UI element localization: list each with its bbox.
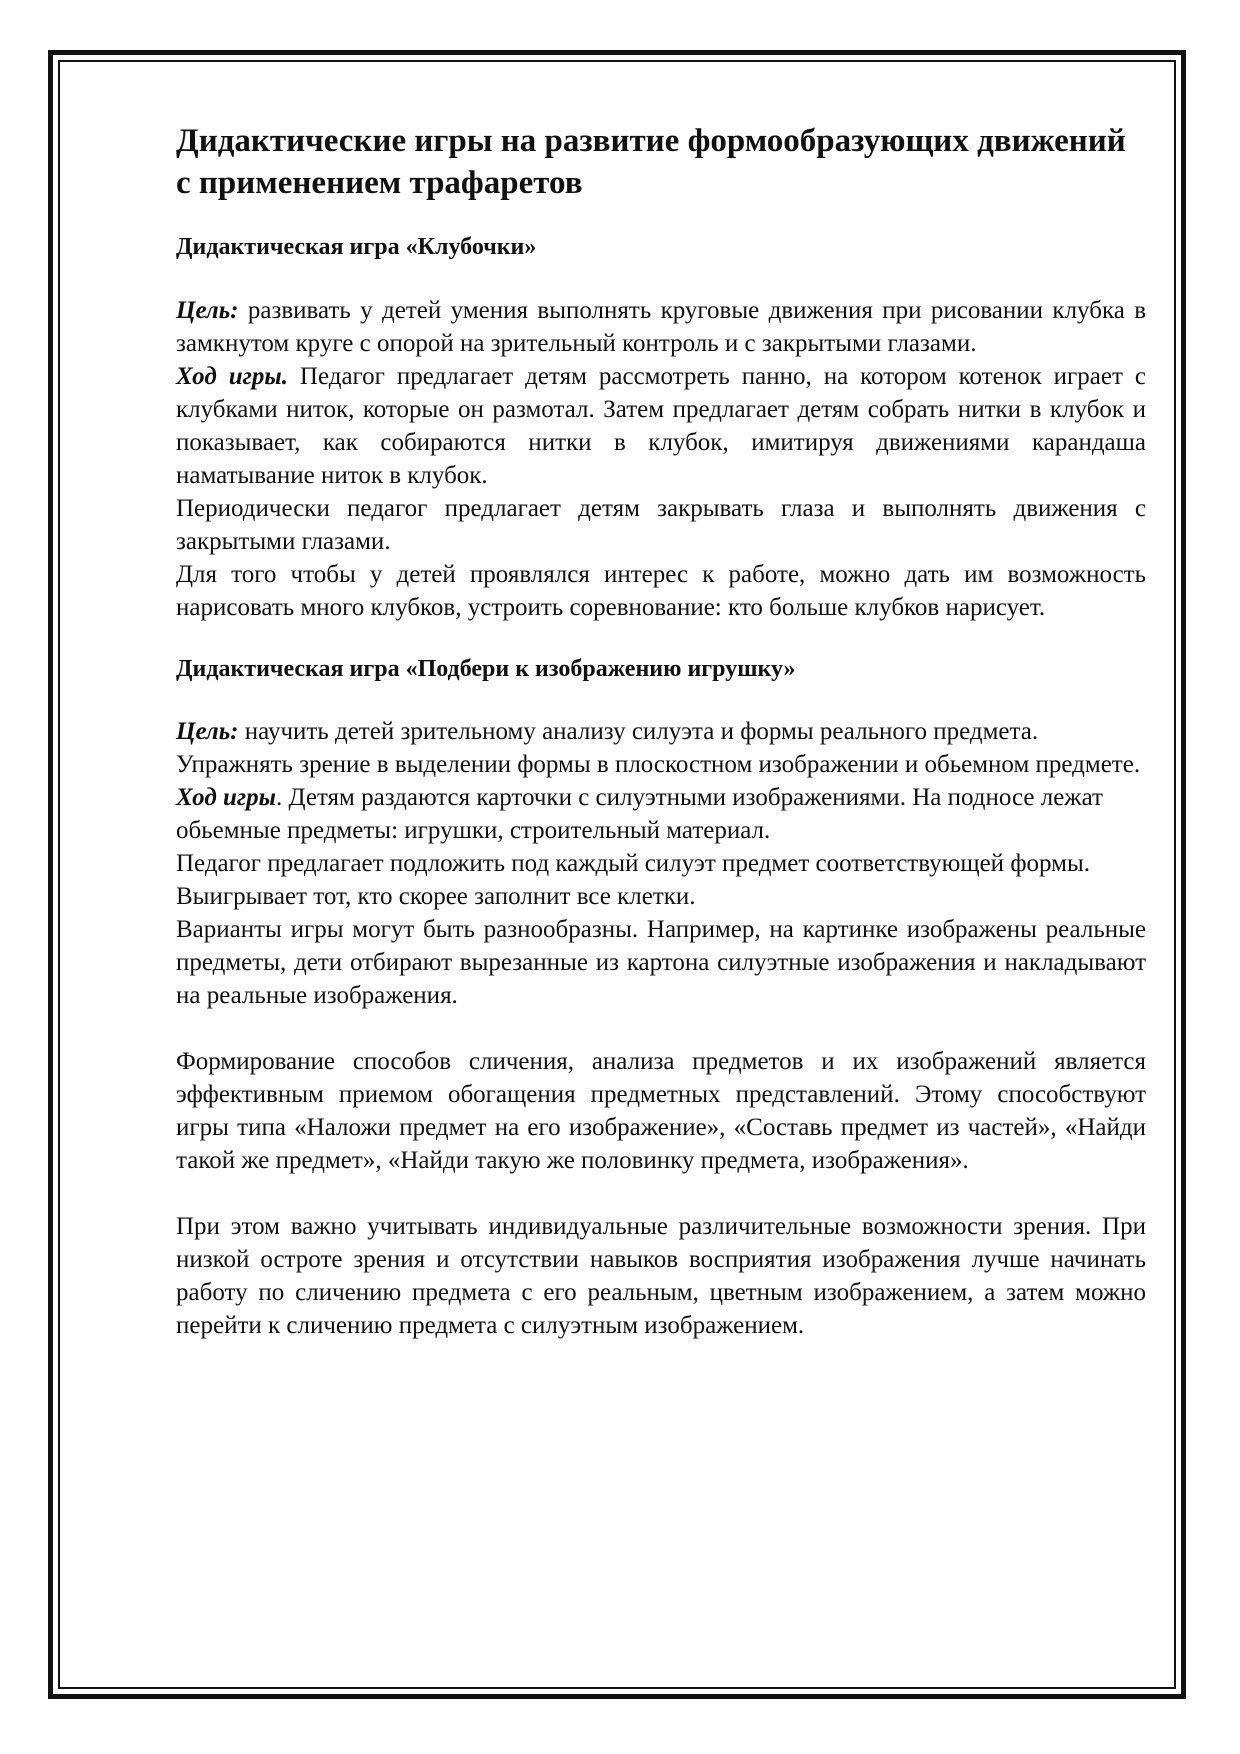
- game1-process-label: Ход игры.: [176, 362, 288, 390]
- game1-paragraph-3: Периодически педагог предлагает детям закрывать глаза и выполнять движения с закрытыми глазами.: [176, 494, 1146, 555]
- game2-paragraph-5: Варианты игры могут быть разнообразны. Например, на картинке изображены реальные предметы, дети отбирают вырезанные из картона силуэтные изображения и накладывают на реальные изображения.: [176, 915, 1146, 1009]
- spacer: [176, 1012, 1146, 1045]
- closing-paragraph-2: При этом важно учитывать индивидуальные различительные возможности зрения. При низкой остроте зрения и отсутствии навыков восприятия изображения лучше начинать работу по сличению предмета с его реальным, цветным изображением, а затем можно перейти к сличению предмета с силуэтным изображением.: [176, 1212, 1146, 1339]
- document-body: [176, 120, 1146, 1342]
- document-title: Дидактические игры на развитие формообразующих движений с применением трафаретов: [176, 123, 1126, 202]
- game2-process-label: Ход игры: [176, 783, 276, 811]
- game1-process: [176, 360, 1146, 492]
- spacer: [176, 624, 1146, 654]
- game2-process: [176, 781, 1146, 847]
- game1-heading: Дидактическая игра «Клубочки»: [176, 234, 537, 261]
- game1-paragraph-4: Для того чтобы у детей проявлялся интерес к работе, можно дать им возможность нарисовать много клубков, устроить соревнование: кто больше клубков нарисует.: [176, 560, 1146, 621]
- game1-goal-text: развивать у детей умения выполнять круговые движения при рисовании клубка в замкнутом круге с опорой на зрительный контроль и с закрытыми глазами.: [176, 296, 1146, 357]
- closing-paragraph-1: Формирование способов сличения, анализа предметов и их изображений является эффективным приемом обогащения предметных представлений. Этому способствуют игры типа «Наложи предмет на его изображение», «Составь предмет из частей», «Найди такой же предмет», «Найди такую же половинку предмета, изображения».: [176, 1047, 1146, 1174]
- game2-goal-label: Цель:: [176, 717, 239, 745]
- spacer: [176, 1177, 1146, 1210]
- game1-process-text: Педагог предлагает детям рассмотреть панно, на котором котенок играет с клубками ниток, которые он размотал. Затем предлагает детям собрать нитки в клубок и показывает, как собираются нитки в клубок, имитируя движениями карандаша наматывание ниток в клубок.: [176, 362, 1146, 489]
- game2-goal-text: научить детей зрительному анализу силуэта и формы реального предмета. Упражнять зрение в выделении формы в плоскостном изображении и обьемном предмете.: [176, 717, 1141, 778]
- game2-process-text: . Детям раздаются карточки с силуэтными изображениями. На подносе лежат обьемные предметы: игрушки, строительный материал.: [176, 783, 1103, 844]
- game2-paragraph-4: Выигрывает тот, кто скорее заполнит все клетки.: [176, 882, 696, 910]
- game1-goal-label: Цель:: [176, 296, 239, 324]
- game2-goal: [176, 715, 1146, 781]
- game1-goal: [176, 294, 1146, 360]
- game2-heading: Дидактическая игра «Подбери к изображению игрушку»: [176, 655, 796, 682]
- game2-paragraph-3: Педагог предлагает подложить под каждый силуэт предмет соответствующей формы.: [176, 849, 1091, 877]
